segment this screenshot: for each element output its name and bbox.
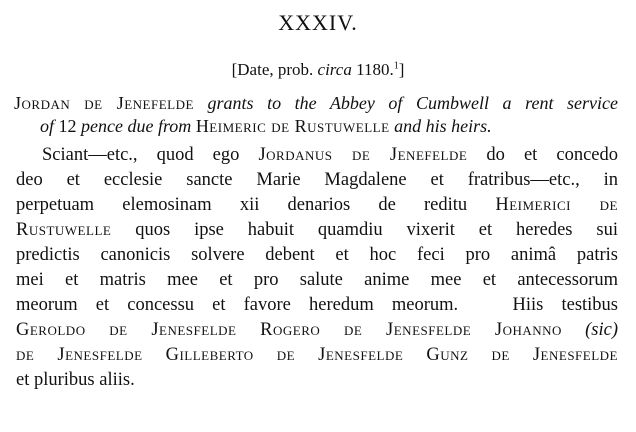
date-prefix: [Date, prob. — [231, 60, 318, 79]
grantor-name: Jordanus de Jenefelde — [258, 145, 468, 165]
body-text: quos ipse habuit quamdiu vixerit et heredes sui — [111, 220, 618, 240]
summary-payer-name: Heimeric de Rustuwelle — [195, 116, 390, 136]
body-line: mei et matris mee et pro salute anime mee et antecessorum — [16, 270, 618, 290]
summary-text: grants to the Abbey of Cumbwell a rent service — [193, 93, 618, 113]
summary-grantor-name: Jordan de Jenefelde — [14, 93, 194, 113]
body-line — [16, 143, 618, 168]
witness-name: Geroldo de Jenesfelde — [16, 320, 237, 340]
witness-name: Gunz de Jenesfelde — [403, 345, 618, 365]
body-line: deo et ecclesie sancte Marie Magdalene et fratribus—etc., in — [16, 170, 618, 190]
date-year: 1180. — [351, 60, 394, 79]
witness-name: Rogero de Jenesfelde — [236, 320, 472, 340]
charter-number-heading: XXXIV. — [278, 10, 358, 35]
body-line: predictis canonicis solvere debent et hoc feci pro animâ patris — [16, 245, 618, 265]
date-circa: circa — [317, 60, 352, 79]
body-line: et pluribus aliis. — [16, 370, 135, 390]
body-text: perpetuam elemosinam xii denarios de reditu — [16, 195, 496, 215]
footnote-marker: 1 — [393, 60, 399, 72]
payer-name: Heimerici de — [495, 195, 618, 215]
witness-name: Gilleberto de Jenesfelde — [142, 345, 404, 365]
body-text: Sciant—etc., quod ego — [42, 145, 259, 165]
charter-summary — [14, 92, 618, 138]
summary-text: of — [40, 116, 55, 136]
body-text: do et concedo — [467, 145, 618, 165]
date-line — [0, 60, 636, 80]
body-line — [16, 193, 618, 218]
body-line — [16, 218, 618, 243]
witness-line — [16, 343, 618, 368]
charter-body — [16, 143, 618, 393]
witness-name: Johanno — [471, 320, 562, 340]
witness-line — [16, 318, 618, 343]
payer-name: Rustuwelle — [16, 220, 112, 240]
summary-line-2 — [14, 115, 618, 138]
body-line: meorum et concessu et favore heredum meorum. Hiis testibus — [16, 295, 618, 315]
summary-text: and his heirs. — [389, 116, 492, 136]
summary-line-1 — [14, 92, 618, 115]
summary-text: pence due from — [81, 116, 196, 136]
summary-amount: 12 — [54, 116, 82, 136]
witness-name: de Jenesfelde — [16, 345, 143, 365]
sic-note: (sic) — [561, 320, 619, 340]
date-suffix: ] — [398, 60, 405, 79]
